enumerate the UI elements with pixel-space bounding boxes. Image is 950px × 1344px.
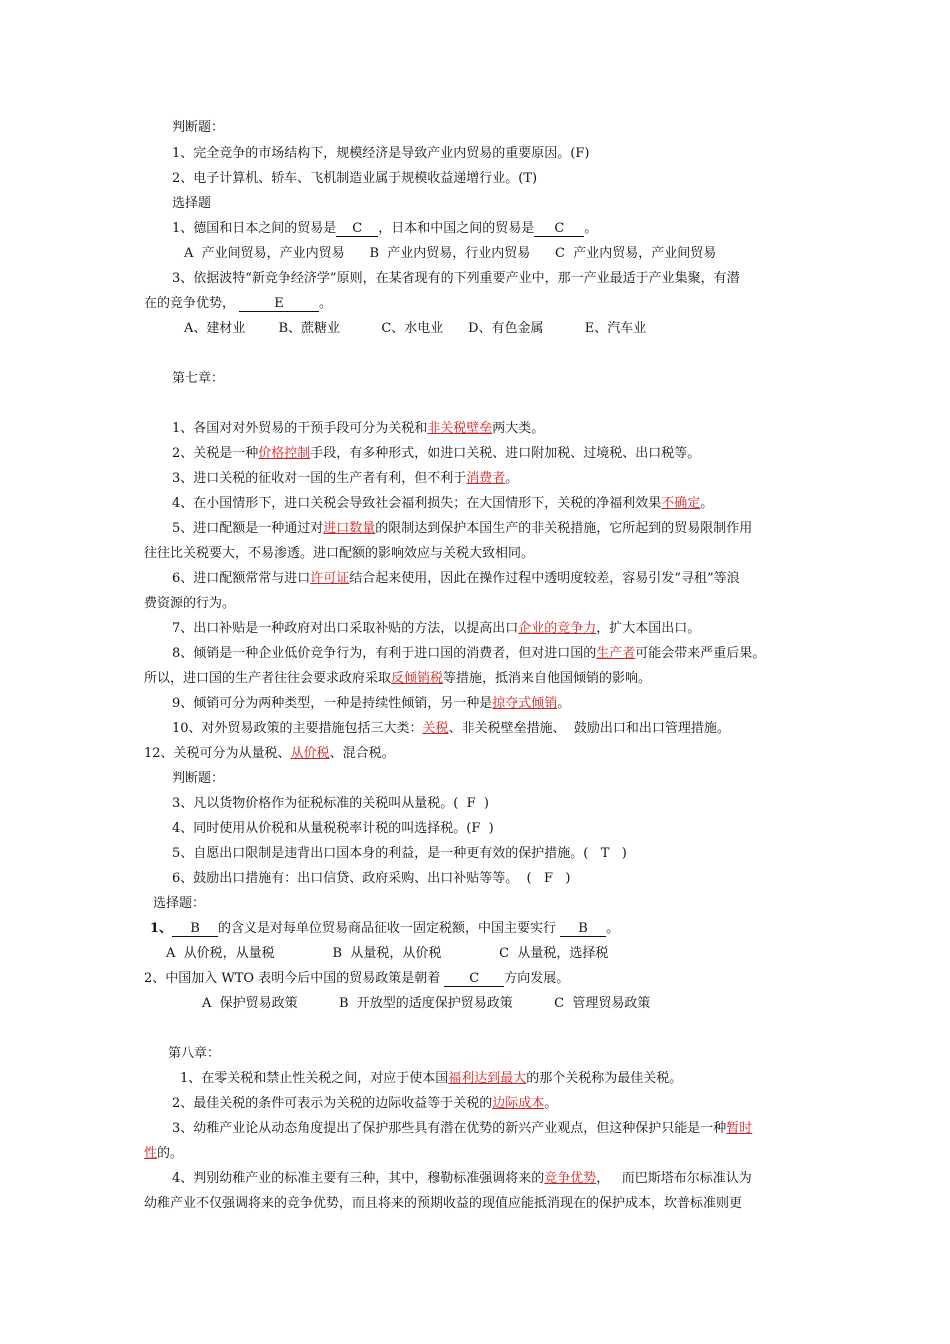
judge-item-1: 1、完全竞争的市场结构下，规模经济是导致产业内贸易的重要原因。(F): [172, 146, 590, 161]
ch8-fill-4: 4、判别幼稚产业的标准主要有三种，其中，穆勒标准强调将来的竞争优势， 而巴斯塔布尔标准认为: [172, 1171, 752, 1186]
ch7-fill-6-cont: 费资源的行为。: [144, 596, 236, 611]
ch7-judge-4: 4、同时使用从价税和从量税税率计税的叫选择税。(F ): [172, 821, 494, 836]
chapter-8-heading: 第八章：: [168, 1046, 221, 1061]
ch7-fill-8-cont: 所以，进口国的生产者往往会要求政府采取反倾销税等措施，抵消来自他国倾销的影响。: [144, 671, 652, 686]
ch7-judge-6: 6、鼓励出口措施有：出口信贷、政府采购、出口补贴等等。 ( F ): [172, 871, 571, 886]
ch7-fill-6: 6、进口配额常常与进口许可证结合起来使用，因此在操作过程中透明度较差，容易引发“寻租”等浪: [172, 571, 740, 586]
ch7-fill-8: 8、倾销是一种企业低价竞争行为，有利于进口国的消费者，但对进口国的生产者可能会带来严重后果。: [172, 646, 766, 661]
ch7-fill-2: 2、关税是一种价格控制手段，有多种形式，如进口关税、进口附加税、过境税、出口税等。: [172, 446, 701, 461]
ch7-fill-1: 1、各国对对外贸易的干预手段可分为关税和非关税壁垒两大类。: [172, 421, 545, 436]
ch7-choice-1: 1、 B 的含义是对每单位贸易商品征收一固定税额，中国主要实行 B 。: [150, 921, 620, 936]
ch7-fill-4: 4、在小国情形下，进口关税会导致社会福利损失；在大国情形下，关税的净福利效果不确定。: [172, 496, 714, 511]
ch7-fill-5-cont: 往往比关税要大，不易渗透。进口配额的影响效应与关税大致相同。: [144, 546, 535, 561]
choice-item-1-options: A 产业间贸易，产业内贸易 B 产业内贸易，行业内贸易 C 产业内贸易，产业间贸易: [184, 246, 717, 261]
ch7-fill-3: 3、进口关税的征收对一国的生产者有利，但不利于消费者。: [172, 471, 519, 486]
choice-heading: 选择题: [172, 196, 212, 211]
ch7-fill-5: 5、进口配额是一种通过对进口数量的限制达到保护本国生产的非关税措施，它所起到的贸易限制作用: [172, 521, 753, 536]
ch8-fill-3-cont: 性的。: [144, 1146, 184, 1161]
ch8-fill-3: 3、幼稚产业论从动态角度提出了保护那些具有潜在优势的新兴产业观点，但这种保护只能是一种暂时: [172, 1121, 753, 1136]
choice-item-3: 3、依据波特“新竞争经济学”原则，在某省现有的下列重要产业中，那一产业最适于产业集聚，有潜: [172, 271, 740, 286]
ch7-judge-3: 3、凡以货物价格作为征税标准的关税叫从量税。( F ): [172, 796, 489, 811]
judge-heading: 判断题：: [172, 120, 225, 135]
ch7-choice-1-options: A 从价税，从量税 B 从量税，从价税 C 从量税，选择税: [166, 946, 609, 961]
ch7-judge-5: 5、自愿出口限制是违背出口国本身的利益，是一种更有效的保护措施。( T ): [172, 846, 627, 861]
ch7-judge-heading: 判断题：: [172, 771, 225, 786]
ch7-fill-9: 9、倾销可分为两种类型，一种是持续性倾销，另一种是掠夺式倾销。: [172, 696, 571, 711]
choice-item-3-options: A、建材业 B、蔗糖业 C、水电业 D、有色金属 E、汽车业: [184, 321, 647, 336]
ch7-fill-10: 10、对外贸易政策的主要措施包括三大类：关税、非关税壁垒措施、 鼓励出口和出口管理措施。: [172, 721, 730, 736]
ch8-fill-2: 2、最佳关税的条件可表示为关税的边际收益等于关税的边际成本。: [172, 1096, 558, 1111]
ch7-fill-12: 12、关税可分为从量税、从价税、混合税。: [144, 746, 395, 761]
ch8-fill-4-cont: 幼稚产业不仅强调将来的竞争优势，而且将来的预期收益的现值应能抵消现在的保护成本，坎普标准则更: [144, 1196, 743, 1211]
ch7-choice-2-options: A 保护贸易政策 B 开放型的适度保护贸易政策 C 管理贸易政策: [202, 996, 651, 1011]
choice-item-3-cont: 在的竞争优势， E 。: [144, 296, 333, 311]
ch8-fill-1: 1、在零关税和禁止性关税之间，对应于使本国福利达到最大的那个关税称为最佳关税。: [180, 1071, 683, 1086]
chapter-7-heading: 第七章：: [172, 371, 225, 386]
judge-item-2: 2、电子计算机、轿车、飞机制造业属于规模收益递增行业。(T): [172, 171, 538, 186]
choice-item-1: 1、德国和日本之间的贸易是 C ，日本和中国之间的贸易是 C 。: [172, 221, 598, 236]
ch7-fill-7: 7、出口补贴是一种政府对出口采取补贴的方法，以提高出口企业的竞争力，扩大本国出口。: [172, 621, 701, 636]
ch7-choice-heading: 选择题：: [153, 896, 206, 911]
ch7-choice-2: 2、中国加入 WTO 表明今后中国的贸易政策是朝着 C 方向发展。: [144, 971, 570, 986]
